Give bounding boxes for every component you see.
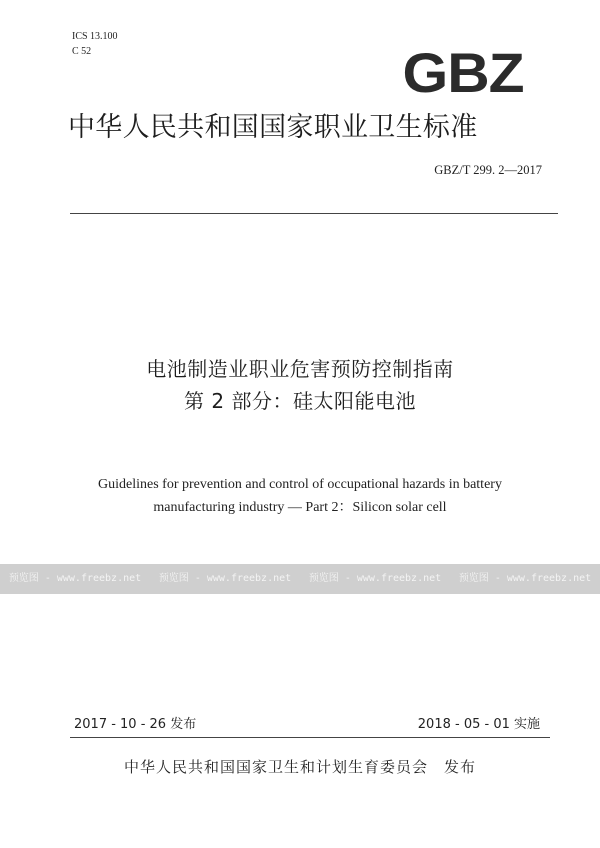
issue-date: 2017 - 10 - 26 发布: [74, 717, 197, 732]
document-title-en-line2: manufacturing industry — Part 2：Silicon solar cell: [153, 500, 447, 515]
document-title-zh-line1: 电池制造业职业危害预防控制指南: [146, 357, 454, 381]
watermark-band: [0, 564, 600, 594]
watermark-text: 预览图 - www.freebz.net: [8, 573, 142, 584]
ics-code: ICS 13.100: [72, 31, 118, 42]
document-title-zh-line2: 第 2 部分：硅太阳能电池: [184, 389, 416, 413]
standard-number: GBZ/T 299. 2—2017: [434, 163, 542, 177]
footer-divider: [70, 737, 550, 738]
standard-category-title: 中华人民共和国国家职业卫生标准: [68, 112, 478, 143]
document-title-en-line1: Guidelines for prevention and control of occupational hazards in battery: [98, 477, 502, 492]
ccs-code: C 52: [72, 46, 92, 57]
watermark-text: 预览图 - www.freebz.net: [158, 573, 292, 584]
watermark-text: 预览图 - www.freebz.net: [458, 573, 592, 584]
gbz-logo: GBZ: [402, 41, 524, 104]
watermark-text: 预览图 - www.freebz.net: [308, 573, 442, 584]
header-divider: [70, 213, 558, 214]
publisher: 中华人民共和国国家卫生和计划生育委员会 发布: [123, 758, 476, 776]
implementation-date: 2018 - 05 - 01 实施: [417, 717, 540, 732]
